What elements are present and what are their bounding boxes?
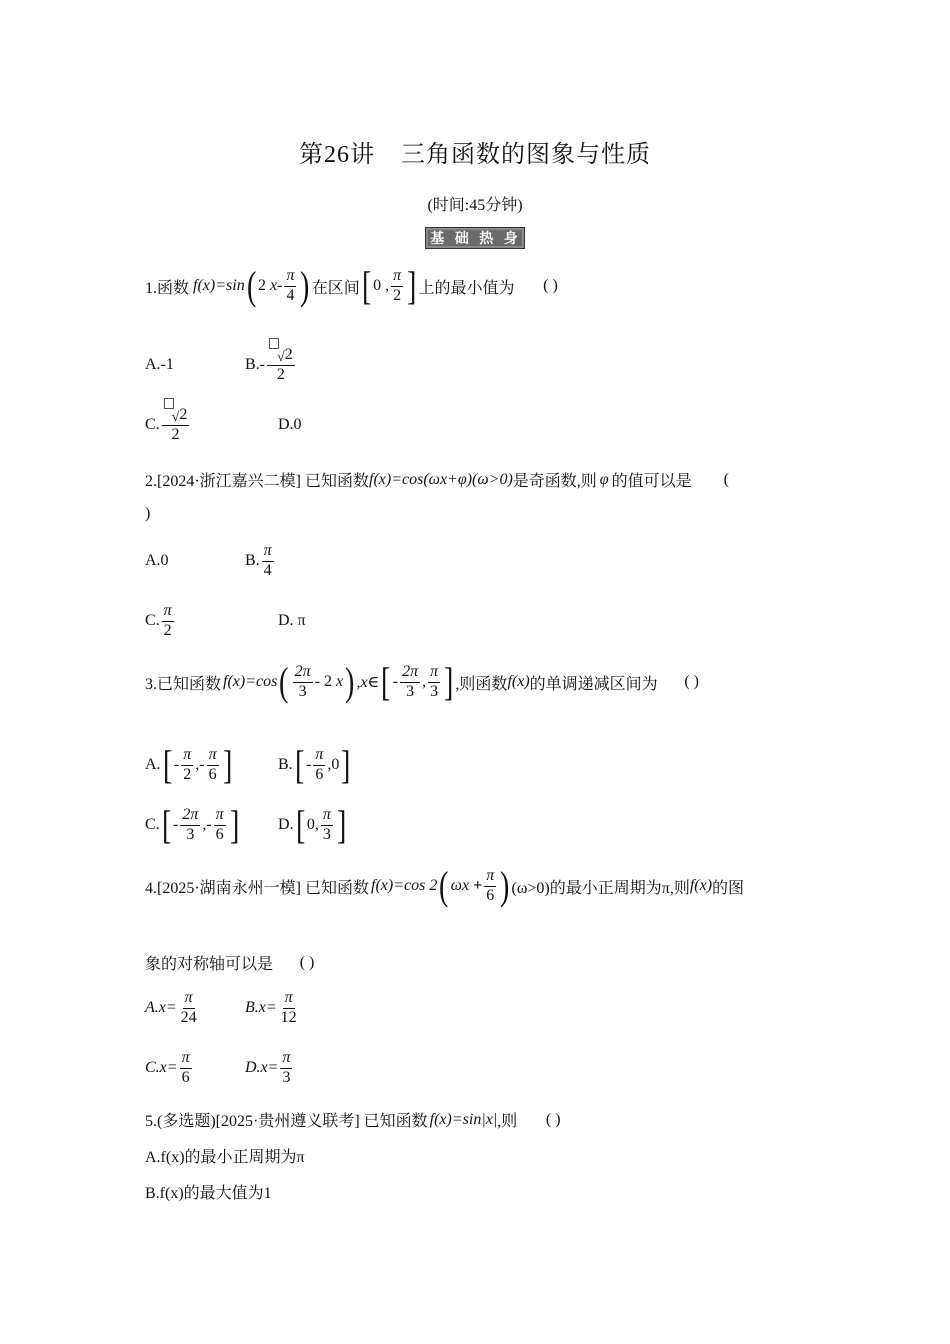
q3-options-row1 — [145, 742, 353, 787]
question-1: 1.函数 f(x)=sin ( 2 x - $\frac{\pi}{4}$ ) 在区间 [ 0 , $\frac{\pi}{2}$ ] 上的最小值为 ( ) — [145, 266, 569, 306]
q4-option-b[interactable]: B.x= $\frac{\pi}{12}$ — [245, 989, 297, 1026]
q1-option-b[interactable]: B.- $\frac{√2}{2}$ — [245, 347, 297, 384]
title-topic: 三角函数的图象与性质 — [401, 142, 651, 168]
page-title — [0, 134, 950, 169]
section-badge: 基 础 热 身 — [425, 227, 525, 249]
q1-options-row2 — [145, 407, 302, 444]
q2-options-row2 — [145, 603, 306, 640]
question-4: 4.[2025·湖南永州一模] 已知函数 f(x)=cos 2 ( ωx + $\frac{\pi}{6}$ ) (ω>0)的最小正周期为π,则 f(x) 的图 — [145, 863, 745, 908]
q4-options-row2 — [145, 1050, 294, 1087]
q2-option-b[interactable]: B. $\frac{\pi}{4}$ — [245, 542, 272, 579]
time-limit: (时间:45分钟) — [427, 197, 523, 214]
answer-blank: ( ) — [543, 277, 558, 294]
q2-option-c[interactable]: C. $\frac{\pi}{2}$ — [145, 602, 172, 639]
question-3: 3.已知函数 f(x)=cos ( $\frac{2\pi}{3}$ - 2 x ) ,x∈ [ - $\frac{2\pi}{3}$ , $\frac{\pi}{3}$ ] ,则函数 f(x) 的单调递减区间为 ( ) — [145, 659, 699, 704]
question-5: 5.(多选题)[2025·贵州遵义联考] 已知函数 f(x)=sin|x| ,则 ( ) — [145, 1110, 561, 1130]
question-2: 2.[2024·浙江嘉兴二模] 已知函数 f(x)=cos(ωx+φ)(ω>0) 是奇函数,则 φ 的值可以是 ( — [145, 470, 729, 490]
q1-option-d[interactable]: D.0 — [278, 416, 302, 434]
q5-option-b[interactable]: B.f(x)的最大值为1 — [145, 1185, 272, 1202]
q1-argument: ( 2 x - $\frac{\pi}{4}$ ) — [246, 263, 310, 308]
q3-option-d[interactable]: D. [ 0 , $\frac{\pi}{3}$ ] — [278, 802, 347, 847]
q2-options-row1 — [145, 543, 276, 580]
q1-interval: [ 0 , $\frac{\pi}{2}$ ] — [361, 263, 417, 308]
question-2-cont: ) — [145, 505, 151, 522]
q4-options-row1 — [145, 990, 301, 1027]
q3-option-b[interactable]: B. [ - $\frac{\pi}{6}$ , 0 ] — [278, 742, 351, 787]
q3-option-c[interactable]: C. [ - $\frac{2\pi}{3}$ , - $\frac{\pi}{6}$ ] — [145, 802, 240, 847]
title-lesson: 第26讲 — [299, 142, 375, 168]
q4-option-a[interactable]: A.x= $\frac{\pi}{24}$ — [145, 989, 197, 1026]
q3-options-row2 — [145, 802, 348, 847]
q1-option-a[interactable]: A.-1 — [145, 356, 174, 374]
q1-options-row1 — [145, 347, 297, 384]
q4-option-d[interactable]: D.x= $\frac{\pi}{3}$ — [245, 1049, 291, 1086]
q3-option-a[interactable]: A. [ - $\frac{\pi}{2}$ , - $\frac{\pi}{6}$ ] — [145, 742, 232, 787]
q5-option-a[interactable]: A.f(x)的最小正周期为π — [145, 1149, 305, 1166]
q1-option-c[interactable]: C. $\frac{√2}{2}$ — [145, 407, 278, 444]
q2-option-a[interactable]: A.0 — [145, 552, 169, 570]
q2-option-d[interactable]: D. π — [278, 612, 306, 630]
question-4-cont: 象的对称轴可以是 ( ) — [145, 953, 315, 973]
q4-option-c[interactable]: C.x= $\frac{\pi}{6}$ — [145, 1049, 190, 1086]
